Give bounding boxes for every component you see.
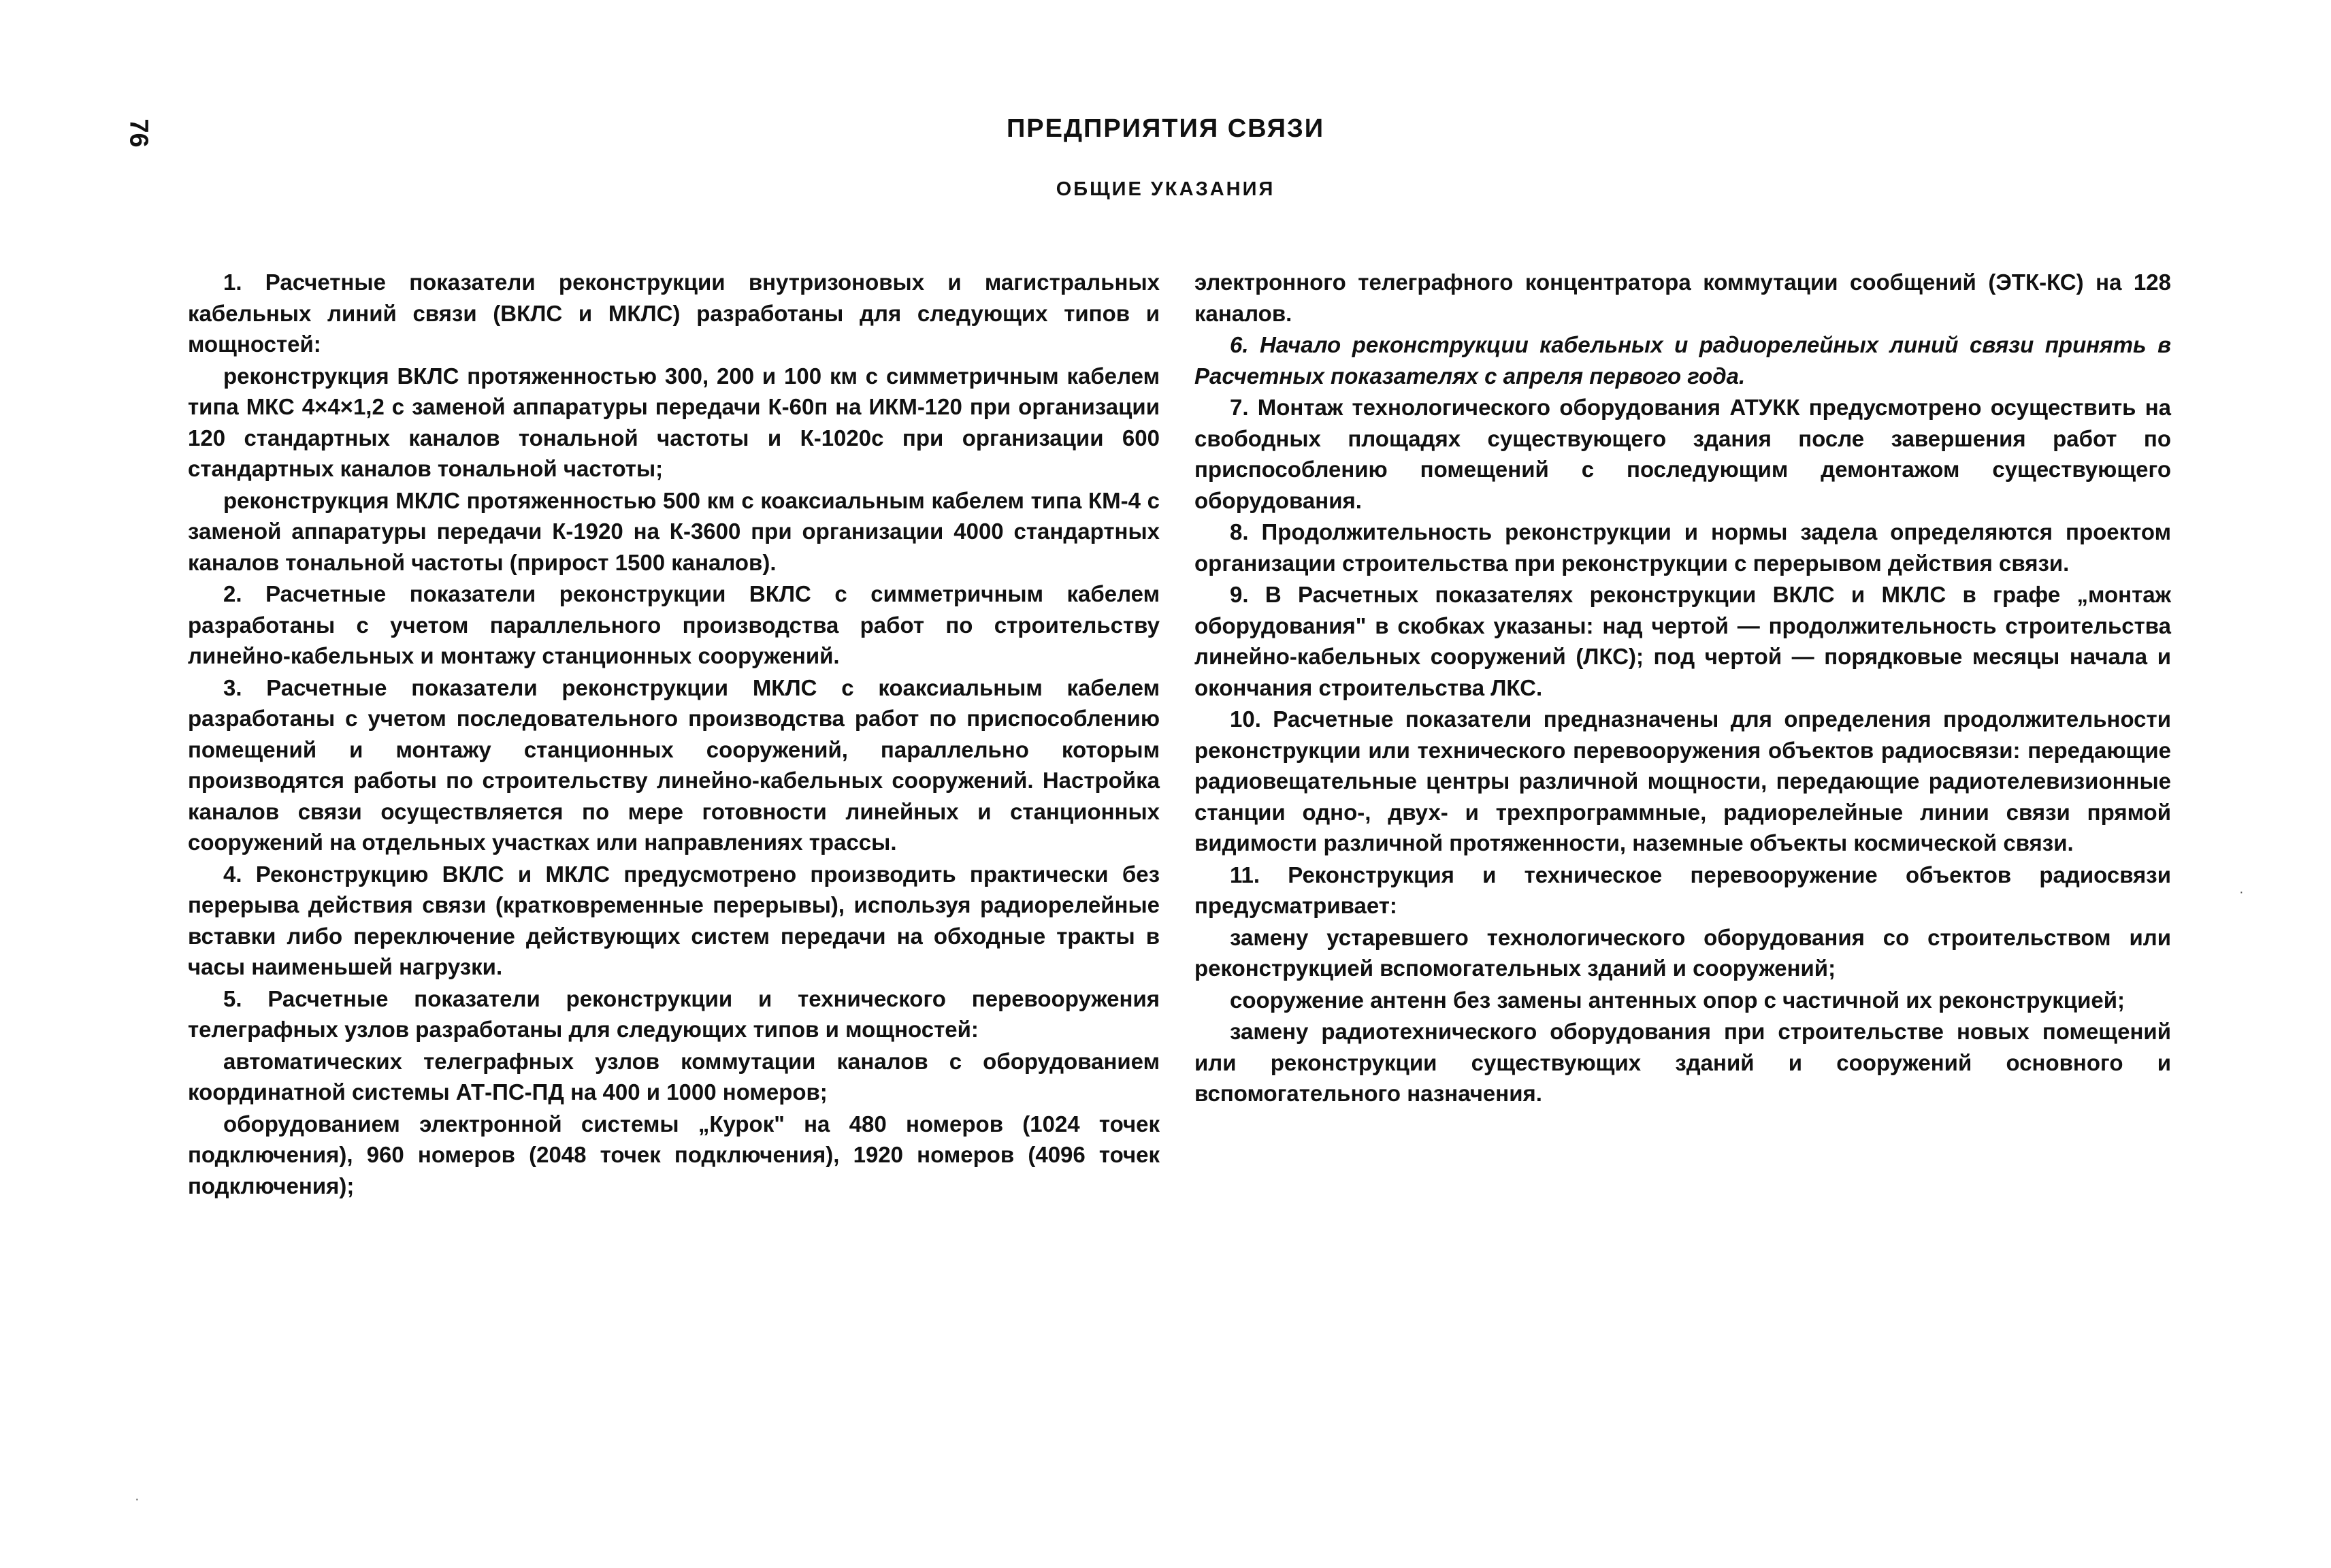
paragraph-5-item-kurok: оборудованием электронной системы „Курок" на 480 номеров (1024 точек подключения), 960 номеров (2048 точек подключения), 1920 номеров (4096 точек подключения); xyxy=(188,1111,1160,1198)
paragraph-5: 5. Расчетные показатели реконструкции и технического перевооружения телеграфных узлов разработаны для следующих типов и мощностей: xyxy=(188,985,1160,1042)
paragraph-8: 8. Продолжительность реконструкции и нормы задела определяются проектом организации строительства при реконструкции с перерывом действия связи. xyxy=(1194,519,2171,576)
paragraph-11-item-antennas: сооружение антенн без замены антенных опор с частичной их реконструкцией; xyxy=(1230,987,2125,1013)
section-subtitle: ОБЩИЕ УКАЗАНИЯ xyxy=(1056,178,1275,200)
left-column xyxy=(188,267,1160,1202)
paragraph-1: 1. Расчетные показатели реконструкции внутризоновых и магистральных кабельных линий связи (ВКЛС и МКЛС) разработаны для следующих типов и мощностей: xyxy=(188,270,1160,357)
paragraph-1-item-mkls: реконструкция МКЛС протяженностью 500 км с коаксиальным кабелем типа КМ-4 с заменой аппаратуры передачи К-1920 на К-3600 при организации 4000 стандартных каналов тональной частоты (прирост 1500 каналов). xyxy=(188,487,1160,575)
paragraph-1-item-vkls: реконструкция ВКЛС протяженностью 300, 200 и 100 км с симметричным кабелем типа МКС 4×4×1,2 с заменой аппаратуры передачи К-60п на ИКМ-120 при организации 120 стандартных каналов тональной частоты и К-1020с при организации 600 стандартных каналов тональной частоты; xyxy=(188,363,1160,481)
paragraph-9: 9. В Расчетных показателях реконструкции ВКЛС и МКЛС в графе „монтаж оборудования" в скобках указаны: над чертой — продолжительность строительства линейно-кабельных сооружений (ЛКС); под чертой — порядковые месяцы начала и окончания строительства ЛКС. xyxy=(1194,582,2171,700)
paragraph-2: 2. Расчетные показатели реконструкции ВКЛС с симметричным кабелем разработаны с учетом параллельного производства работ по строительству линейно-кабельных и монтажу станционных сооружений. xyxy=(188,581,1160,668)
paragraph-5-item-at-ps-pd: автоматических телеграфных узлов коммутации каналов с оборудованием координатной системы АТ-ПС-ПД на 400 и 1000 номеров; xyxy=(188,1048,1160,1105)
paragraph-7: 7. Монтаж технологического оборудования АТУКК предусмотрено осуществить на свободных площадях существующего здания после завершения работ по приспособлению помещений с последующим демонтажом существующего оборудования. xyxy=(1194,395,2171,513)
paragraph-4: 4. Реконструкцию ВКЛС и МКЛС предусмотрено производить практически без перерыва действия связи (кратковременные перерывы), используя радиорелейные вставки либо переключение действующих систем передачи на обходные тракты в часы наименьшей нагрузки. xyxy=(188,861,1160,979)
paragraph-11-item-radio-equipment: замену радиотехнического оборудования при строительстве новых помещений или реконструкции существующих зданий и сооружений основного и вспомогательного назначения. xyxy=(1194,1019,2171,1106)
paragraph-11: 11. Реконструкция и техническое перевооружение объектов радиосвязи предусматривает: xyxy=(1194,862,2171,918)
paragraph-6: 6. Начало реконструкции кабельных и радиорелейных линий связи принять в Расчетных показателях с апреля первого года. xyxy=(1194,332,2171,389)
page-number: 76 xyxy=(124,118,153,148)
paragraph-11-item-replacement: замену устаревшего технологического оборудования со строительством или реконструкцией вспомогательных зданий и сооружений; xyxy=(1194,924,2171,981)
right-column xyxy=(1194,267,2171,1110)
scan-speck: · xyxy=(135,1492,140,1507)
scan-speck: · xyxy=(2239,885,2244,900)
paragraph-5-item-etk-ks: электронного телеграфного концентратора коммутации сообщений (ЭТК-КС) на 128 каналов. xyxy=(1194,270,2171,326)
paragraph-10: 10. Расчетные показатели предназначены для определения продолжительности реконструкции или технического перевооружения объектов радиосвязи: передающие радиовещательные центры различной мощности, передающие радиотелевизионные станции одно-, двух- и трехпрограммные, радиорелейные линии связи прямой видимости различной протяженности, наземные объекты космической связи. xyxy=(1194,706,2171,855)
page-title: ПРЕДПРИЯТИЯ СВЯЗИ xyxy=(1006,114,1325,143)
paragraph-3: 3. Расчетные показатели реконструкции МКЛС с коаксиальным кабелем разработаны с учетом последовательного производства работ по приспособлению помещений и монтажу станционных сооружений, параллельно которым производятся работы по строительству линейно-кабельных сооружений. Настройка каналов связи осуществляется по мере готовности линейных и станционных сооружений на отдельных участках или направлениях трассы. xyxy=(188,674,1160,855)
